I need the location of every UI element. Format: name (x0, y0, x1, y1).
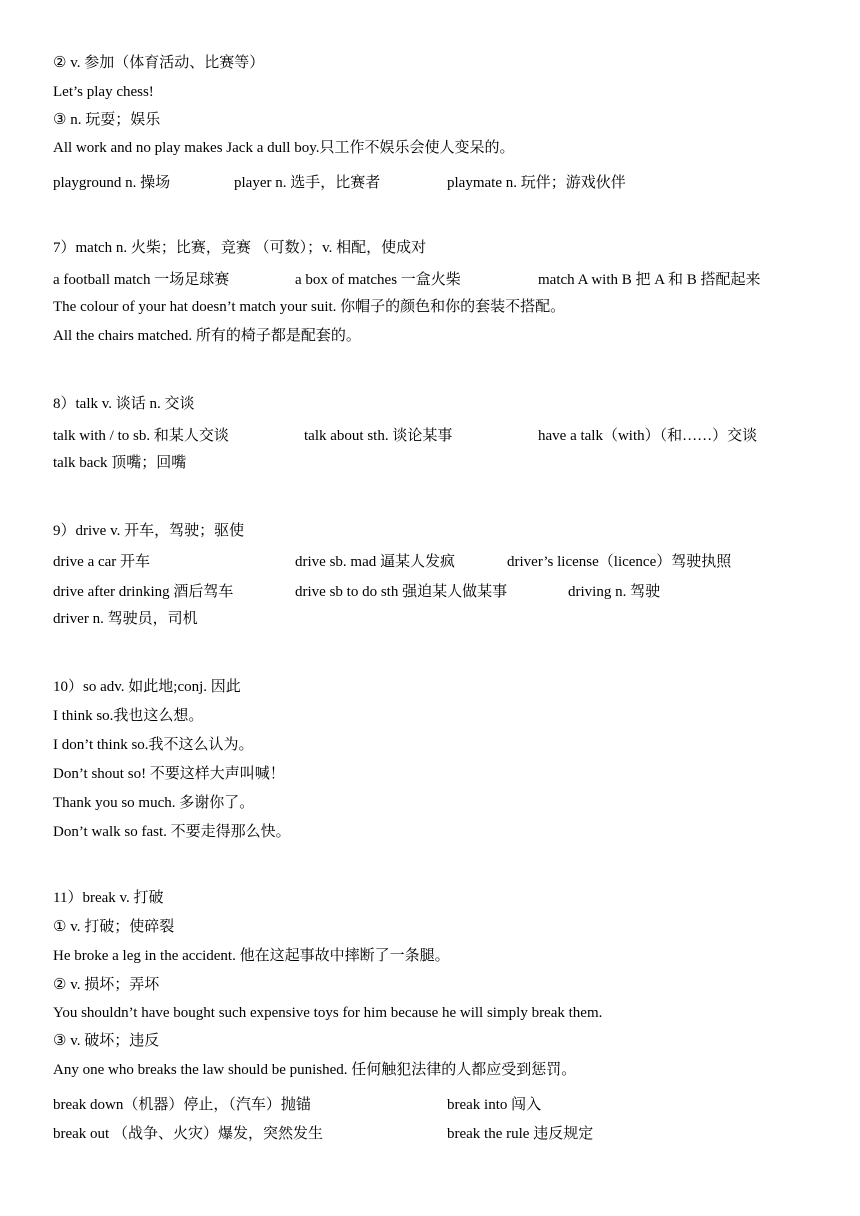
phrase: driver’s license（licence）驾驶执照 (507, 554, 732, 570)
phrase: break the rule 违反规定 (447, 1126, 594, 1142)
entry-heading: 8）talk v. 谈话 n. 交谈 (53, 396, 195, 412)
phrase: talk with / to sb. 和某人交谈 (53, 428, 229, 444)
entry-heading: 11）break v. 打破 (53, 890, 164, 906)
phrase: driving n. 驾驶 (568, 584, 661, 600)
text-line: Don’t shout so! 不要这样大声叫喊！ (53, 766, 285, 782)
text-line: ② v. 损坏；弄坏 (53, 977, 160, 993)
text-line: driver n. 驾驶员，司机 (53, 611, 198, 627)
phrase: drive a car 开车 (53, 554, 151, 570)
text-line: ① v. 打破；使碎裂 (53, 919, 175, 935)
phrase: player n. 选手，比赛者 (234, 175, 381, 191)
text-line: ③ n. 玩耍；娱乐 (53, 112, 161, 128)
phrase: playmate n. 玩伴；游戏伙伴 (447, 175, 626, 191)
text-line: ③ v. 破坏；违反 (53, 1033, 160, 1049)
entry-heading: 7）match n. 火柴；比赛，竞赛 （可数）；v. 相配，使成对 (53, 240, 427, 256)
text-line: I don’t think so.我不这么认为。 (53, 737, 254, 753)
text-line: The colour of your hat doesn’t match your suit. 你帽子的颜色和你的套装不搭配。 (53, 299, 566, 315)
text-line: He broke a leg in the accident. 他在这起事故中摔断了一条腿。 (53, 948, 450, 964)
phrase: drive after drinking 酒后驾车 (53, 584, 234, 600)
text-line: I think so.我也这么想。 (53, 708, 204, 724)
phrase: match A with B 把 A 和 B 搭配起来 (538, 272, 761, 288)
text-line: ② v. 参加（体育活动、比赛等） (53, 55, 265, 71)
phrase: break into 闯入 (447, 1097, 542, 1113)
text-line: Thank you so much. 多谢你了。 (53, 795, 255, 811)
text-line: All the chairs matched. 所有的椅子都是配套的。 (53, 328, 361, 344)
phrase: a box of matches 一盒火柴 (295, 272, 461, 288)
phrase: drive sb to do sth 强迫某人做某事 (295, 584, 508, 600)
entry-heading: 10）so adv. 如此地;conj. 因此 (53, 679, 241, 695)
text-line: Let’s play chess! (53, 84, 154, 100)
phrase: drive sb. mad 逼某人发疯 (295, 554, 455, 570)
text-line: talk back 顶嘴；回嘴 (53, 455, 187, 471)
entry-heading: 9）drive v. 开车，驾驶；驱使 (53, 523, 245, 539)
phrase: a football match 一场足球赛 (53, 272, 230, 288)
text-line: All work and no play makes Jack a dull boy.只工作不娱乐会使人变呆的。 (53, 140, 515, 156)
phrase: have a talk（with）（和……）交谈 (538, 428, 758, 444)
phrase: talk about sth. 谈论某事 (304, 428, 453, 444)
phrase: break out （战争、火灾）爆发，突然发生 (53, 1126, 323, 1142)
phrase: playground n. 操场 (53, 175, 171, 191)
text-line: You shouldn’t have bought such expensive toys for him because he will simply break them. (53, 1005, 603, 1021)
text-line: Don’t walk so fast. 不要走得那么快。 (53, 824, 291, 840)
text-line: Any one who breaks the law should be punished. 任何触犯法律的人都应受到惩罚。 (53, 1062, 577, 1078)
phrase: break down（机器）停止，（汽车）抛锚 (53, 1097, 311, 1113)
